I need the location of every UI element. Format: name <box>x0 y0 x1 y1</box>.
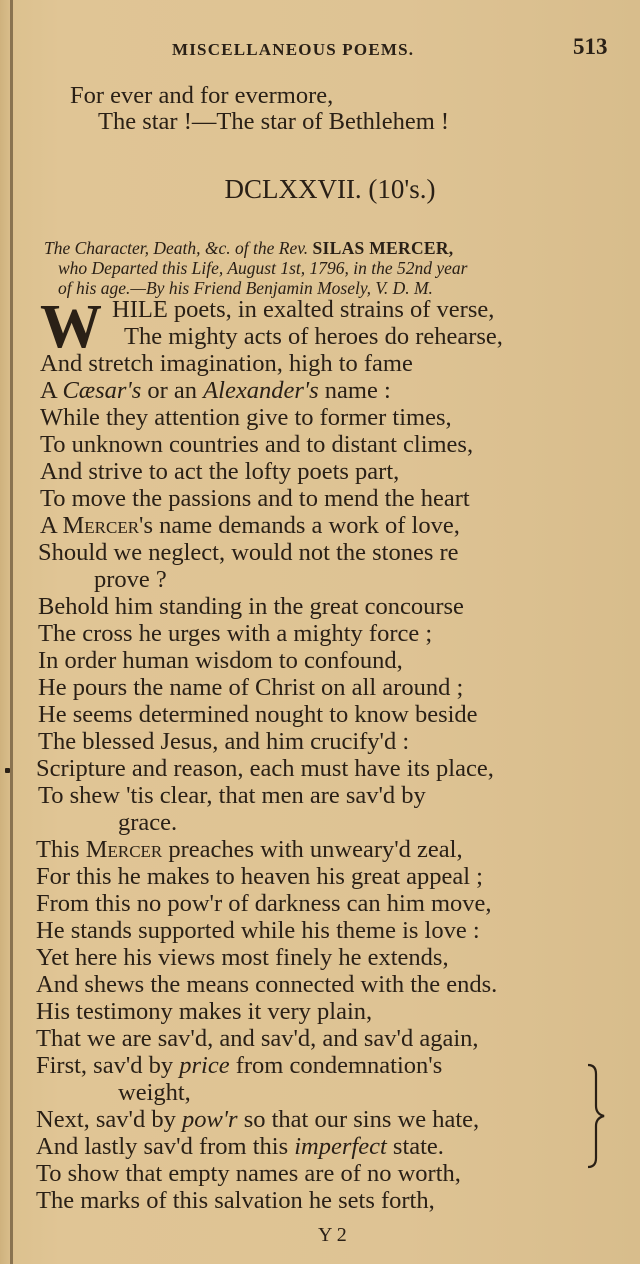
italic-word: price <box>179 1052 230 1079</box>
verse-line: He stands supported while his theme is love : <box>36 917 480 944</box>
text: A <box>40 377 63 404</box>
verse-line <box>36 1106 479 1133</box>
text: or an <box>141 377 204 404</box>
verse-line <box>40 512 460 539</box>
verse-line: He pours the name of Christ on all around ; <box>38 674 464 701</box>
poem-number: DCLXXVII. (10's.) <box>224 174 436 204</box>
verse-line: The star !—The star of Bethlehem ! <box>98 108 450 135</box>
small-caps-name: Mercer <box>62 512 140 539</box>
verse-line: To move the passions and to mend the heart <box>40 485 470 512</box>
text: name : <box>318 377 391 404</box>
verse-line: The mighty acts of heroes do rehearse, <box>124 323 503 350</box>
page-number: 513 <box>573 34 608 59</box>
italic-word: imperfect <box>294 1133 387 1160</box>
verse-line: Behold him standing in the great concourse <box>38 593 464 620</box>
drop-cap: W <box>40 293 102 361</box>
verse-line: To unknown countries and to distant climes, <box>40 431 474 458</box>
verse-line: To show that empty names are of no worth, <box>36 1160 461 1187</box>
poem-subtitle-line-1 <box>44 238 453 258</box>
verse-line: HILE poets, in exalted strains of verse, <box>112 296 495 323</box>
text: from condemnation's <box>229 1052 443 1079</box>
poem-subtitle-line-2: who Departed this Life, August 1st, 1796, in the 52nd year <box>58 258 468 278</box>
verse-line: From this no pow'r of darkness can him move, <box>36 890 492 917</box>
subtitle-text: The Character, Death, &c. of the Rev. <box>44 238 309 258</box>
verse-line-continuation: weight, <box>118 1079 191 1106</box>
verse-line <box>36 1052 442 1079</box>
italic-name: Alexander's <box>203 377 319 404</box>
text: preaches with unweary'd zeal, <box>162 836 463 863</box>
margin-mark <box>5 768 10 773</box>
text: so that our sins we hate, <box>237 1106 480 1133</box>
text: Next, sav'd by <box>36 1106 182 1133</box>
verse-line <box>36 1133 444 1160</box>
verse-line-continuation: prove ? <box>94 566 167 593</box>
subtitle-subject-name: SILAS MERCER, <box>312 238 454 258</box>
verse-line: The blessed Jesus, and him crucify'd : <box>38 728 410 755</box>
small-caps-name: Mercer <box>85 836 163 863</box>
text: 's name demands a work of love, <box>139 512 460 539</box>
verse-line: While they attention give to former times, <box>40 404 452 431</box>
verse-line: That we are sav'd, and sav'd, and sav'd again, <box>36 1025 479 1052</box>
verse-line: And stretch imagination, high to fame <box>40 350 413 377</box>
running-title: MISCELLANEOUS POEMS. <box>172 40 415 59</box>
poem-subtitle-line-3: of his age.—By his Friend Benjamin Mosely, V. D. M. <box>58 278 433 298</box>
italic-name: Cæsar's <box>62 377 142 404</box>
verse-line <box>36 836 463 863</box>
text: A <box>40 512 63 539</box>
verse-line: The marks of this salvation he sets forth, <box>36 1187 435 1214</box>
running-header <box>0 34 640 64</box>
verse-line: Yet here his views most finely he extends, <box>36 944 449 971</box>
verse-line: For this he makes to heaven his great appeal ; <box>36 863 483 890</box>
printer-signature-mark: Y 2 <box>318 1224 347 1246</box>
verse-line: Should we neglect, would not the stones re <box>38 539 459 566</box>
verse-line: The cross he urges with a mighty force ; <box>38 620 433 647</box>
text: And lastly sav'd from this <box>36 1133 295 1160</box>
verse-line: And strive to act the lofty poets part, <box>40 458 400 485</box>
verse-line: Scripture and reason, each must have its place, <box>36 755 494 782</box>
verse-line-continuation: grace. <box>118 809 178 836</box>
text: First, sav'd by <box>36 1052 180 1079</box>
verse-line: For ever and for evermore, <box>70 82 334 109</box>
curly-brace-icon <box>586 1062 608 1170</box>
text: This <box>36 836 86 863</box>
verse-line <box>40 377 391 404</box>
verse-line: And shews the means connected with the ends. <box>36 971 498 998</box>
verse-line: He seems determined nought to know beside <box>38 701 478 728</box>
verse-line: His testimony makes it very plain, <box>36 998 373 1025</box>
verse-line: To shew 'tis clear, that men are sav'd by <box>38 782 426 809</box>
verse-line: In order human wisdom to confound, <box>38 647 403 674</box>
text: state. <box>386 1133 444 1160</box>
italic-word: pow'r <box>181 1106 238 1133</box>
